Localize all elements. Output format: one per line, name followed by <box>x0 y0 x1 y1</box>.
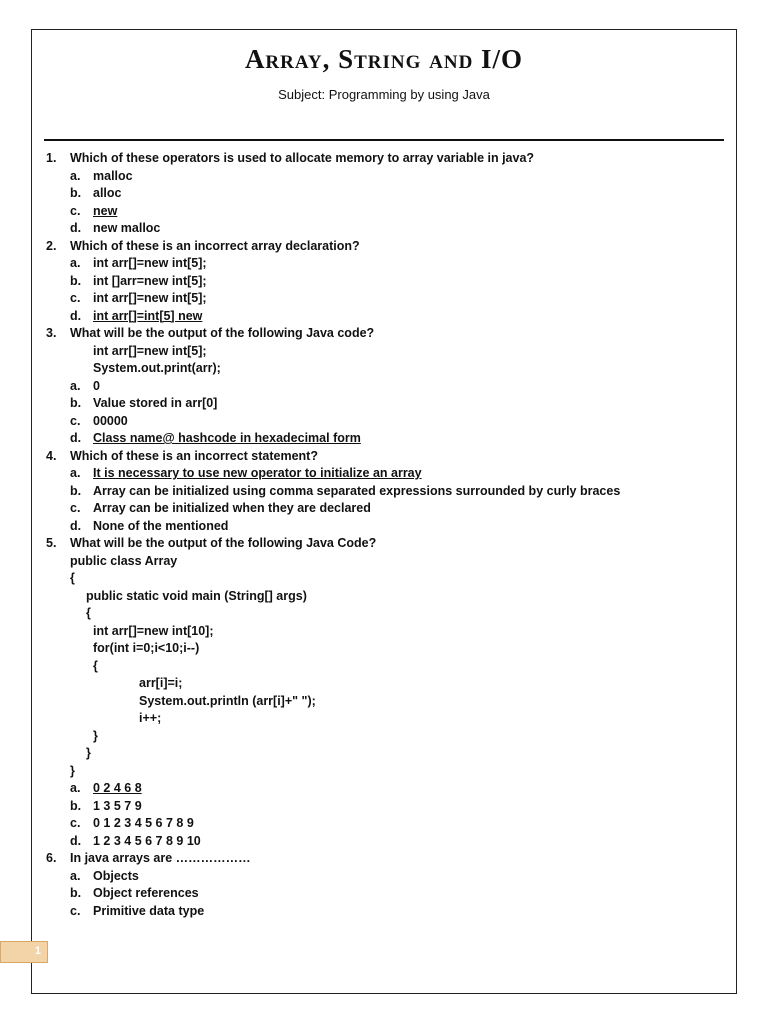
question-text: What will be the output of the following Java code? <box>70 326 375 340</box>
option-label: c. <box>70 903 81 918</box>
option-label: b. <box>70 798 82 813</box>
option-text: 1 2 3 4 5 6 7 8 9 10 <box>93 833 201 848</box>
option-label: a. <box>70 168 81 183</box>
code-text: int arr[]=new int[5]; <box>93 343 207 358</box>
option-label: d. <box>70 308 82 323</box>
correct-answer-text: 0 2 4 6 8 <box>93 781 142 795</box>
question-text: Which of these operators is used to allocate memory to array variable in java? <box>70 151 535 165</box>
option-line <box>0 868 768 886</box>
question-number: 1. <box>46 151 57 165</box>
code-line <box>0 640 768 658</box>
option-label: a. <box>70 868 81 883</box>
option-label: c. <box>70 413 81 428</box>
code-line <box>0 763 768 781</box>
question-number: 5. <box>46 536 57 550</box>
code-text: public static void main (String[] args) <box>86 588 307 603</box>
code-text: { <box>70 571 75 585</box>
option-line <box>0 815 768 833</box>
code-text: arr[i]=i; <box>139 676 183 690</box>
page-number-tab <box>0 941 48 963</box>
question-number: 4. <box>46 448 57 463</box>
option-line <box>0 518 768 536</box>
correct-answer-text: int arr[]=int[5] new <box>93 308 203 323</box>
option-text: int arr[]=new int[5]; <box>93 291 207 305</box>
code-line <box>0 553 768 571</box>
code-line <box>0 745 768 763</box>
option-line <box>0 798 768 816</box>
correct-answer-text: new <box>93 203 118 218</box>
option-line <box>0 483 768 501</box>
question-text: What will be the output of the following Java Code? <box>70 536 377 550</box>
question-number: 3. <box>46 326 57 340</box>
option-line <box>0 255 768 273</box>
correct-answer-text: Class name@ hashcode in hexadecimal form <box>93 431 361 445</box>
code-text: } <box>86 746 91 760</box>
title-divider <box>44 139 724 141</box>
option-label: b. <box>70 886 82 900</box>
option-label: b. <box>70 186 82 200</box>
code-line <box>0 728 768 746</box>
option-line <box>0 903 768 921</box>
option-line <box>0 308 768 326</box>
option-label: a. <box>70 781 81 795</box>
option-text: Array can be initialized when they are declared <box>93 501 371 515</box>
code-line <box>0 605 768 623</box>
code-text: System.out.print(arr); <box>93 361 221 375</box>
code-line <box>0 623 768 641</box>
option-line <box>0 395 768 413</box>
option-label: b. <box>70 483 82 498</box>
question-number: 2. <box>46 238 57 253</box>
option-line <box>0 833 768 851</box>
option-line <box>0 185 768 203</box>
code-text: } <box>70 763 75 778</box>
code-text: { <box>93 658 98 673</box>
option-label: a. <box>70 466 81 480</box>
option-text: Value stored in arr[0] <box>93 396 218 410</box>
option-line <box>0 430 768 448</box>
code-text: int arr[]=new int[10]; <box>93 623 214 638</box>
option-line <box>0 885 768 903</box>
option-label: c. <box>70 203 81 218</box>
code-text: public class Array <box>70 553 178 568</box>
option-label: d. <box>70 431 82 445</box>
option-label: d. <box>70 221 82 235</box>
option-label: d. <box>70 833 82 848</box>
option-text: new malloc <box>93 221 161 235</box>
code-text: System.out.println (arr[i]+" "); <box>139 693 316 708</box>
question-line <box>0 535 768 553</box>
question-line <box>0 150 768 168</box>
code-line <box>0 570 768 588</box>
option-text: int arr[]=new int[5]; <box>93 256 207 270</box>
option-label: c. <box>70 501 81 515</box>
question-line <box>0 238 768 256</box>
correct-answer-text: It is necessary to use new operator to initialize an array <box>93 466 422 480</box>
page-number: 1 <box>34 945 41 957</box>
option-label: a. <box>70 256 81 270</box>
code-line <box>0 693 768 711</box>
question-list <box>0 150 768 920</box>
option-line <box>0 168 768 186</box>
question-text: In java arrays are ……………… <box>70 851 251 865</box>
option-line <box>0 465 768 483</box>
question-number: 6. <box>46 851 57 865</box>
code-line <box>0 710 768 728</box>
option-text: 1 3 5 7 9 <box>93 798 142 813</box>
document-subtitle: Subject: Programming by using Java <box>278 87 490 102</box>
question-text: Which of these is an incorrect statement? <box>70 448 318 463</box>
option-text: 00000 <box>93 413 128 428</box>
option-text: Object references <box>93 886 199 900</box>
code-text: { <box>86 606 91 620</box>
option-line <box>0 780 768 798</box>
option-label: b. <box>70 273 82 288</box>
option-line <box>0 203 768 221</box>
option-text: 0 1 2 3 4 5 6 7 8 9 <box>93 816 194 830</box>
document-title: Array, String and I/O <box>244 44 524 74</box>
code-line <box>0 658 768 676</box>
option-label: b. <box>70 396 82 410</box>
option-label: d. <box>70 518 82 533</box>
option-text: None of the mentioned <box>93 518 229 533</box>
option-text: int []arr=new int[5]; <box>93 273 207 288</box>
code-text: for(int i=0;i<10;i--) <box>93 641 200 655</box>
option-label: a. <box>70 378 81 393</box>
option-line <box>0 273 768 291</box>
question-text: Which of these is an incorrect array declaration? <box>70 238 360 253</box>
option-text: Primitive data type <box>93 903 205 918</box>
code-line <box>0 343 768 361</box>
code-text: } <box>93 728 98 743</box>
option-line <box>0 500 768 518</box>
option-text: 0 <box>93 378 100 393</box>
option-text: malloc <box>93 168 133 183</box>
option-text: alloc <box>93 186 122 200</box>
option-line <box>0 220 768 238</box>
option-label: c. <box>70 816 81 830</box>
code-line <box>0 588 768 606</box>
option-line <box>0 378 768 396</box>
code-text: i++; <box>139 711 162 725</box>
option-text: Array can be initialized using comma separated expressions surrounded by curly braces <box>93 483 621 498</box>
question-line <box>0 325 768 343</box>
question-line <box>0 448 768 466</box>
code-line <box>0 675 768 693</box>
question-line <box>0 850 768 868</box>
code-line <box>0 360 768 378</box>
option-line <box>0 290 768 308</box>
option-line <box>0 413 768 431</box>
option-label: c. <box>70 291 81 305</box>
option-text: Objects <box>93 868 139 883</box>
